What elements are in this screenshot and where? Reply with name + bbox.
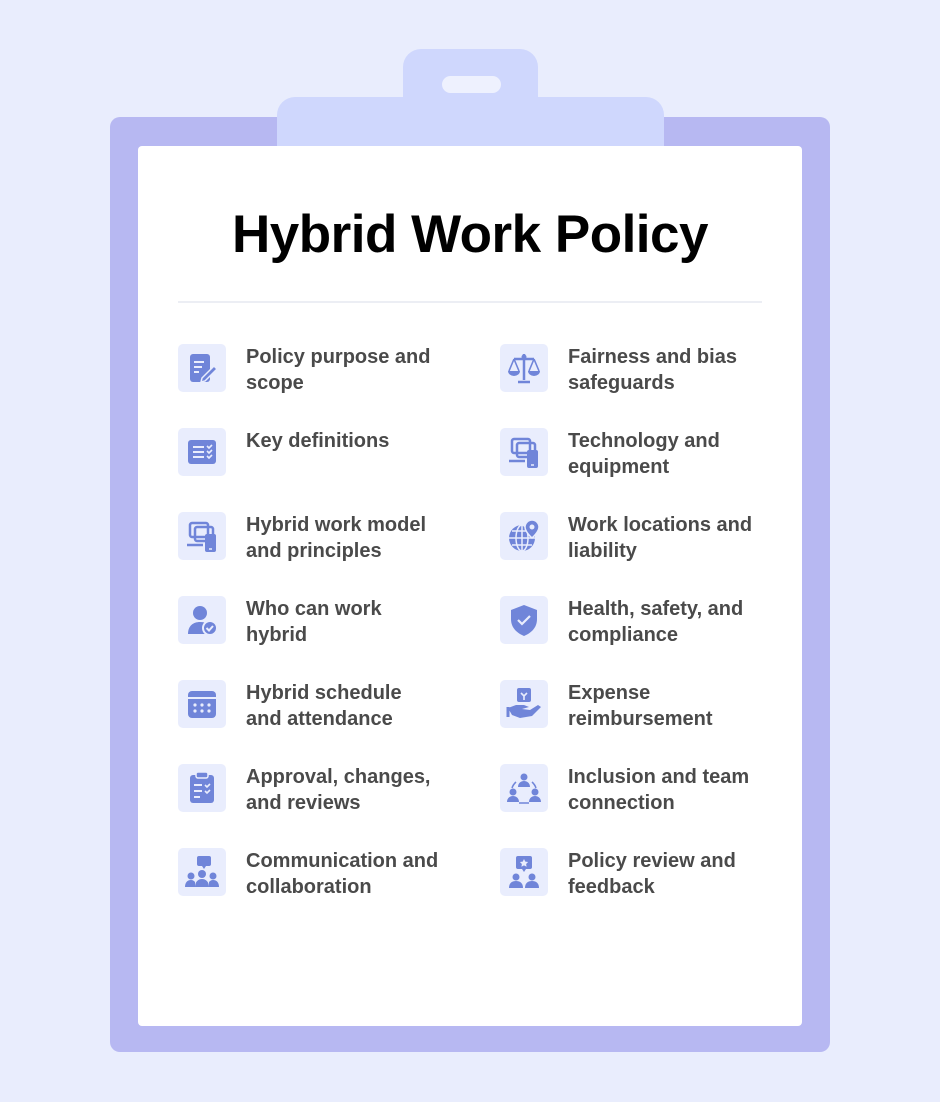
page-title: Hybrid Work Policy <box>232 205 708 264</box>
policy-item-label: Inclusion and team connection <box>568 766 750 814</box>
policy-item <box>500 512 762 572</box>
policy-item-label: Expense reimbursement <box>568 682 713 730</box>
policy-item <box>500 344 762 404</box>
policy-item <box>178 848 440 908</box>
policy-item-label: Approval, changes, and reviews <box>246 766 431 814</box>
policy-item-label: Health, safety, and compliance <box>568 598 744 646</box>
policy-item-label: Hybrid work model and principles <box>246 514 427 562</box>
policy-item-label: Work locations and liability <box>568 514 753 562</box>
policy-item-label: Communication and collaboration <box>246 850 439 898</box>
clipboard-check-icon <box>178 764 226 812</box>
policy-item <box>500 680 762 740</box>
devices-icon <box>178 512 226 560</box>
policy-item <box>178 428 440 488</box>
policy-item <box>500 764 762 824</box>
policy-item-label: Hybrid schedule and attendance <box>246 682 402 730</box>
checklist-icon <box>178 428 226 476</box>
policy-item-label: Who can work hybrid <box>246 598 382 646</box>
policy-item-label: Technology and equipment <box>568 430 720 478</box>
shield-check-icon <box>500 596 548 644</box>
policy-item <box>500 596 762 656</box>
scales-icon <box>500 344 548 392</box>
divider <box>178 301 762 303</box>
policy-item-label: Fairness and bias safeguards <box>568 346 737 394</box>
hand-money-icon <box>500 680 548 728</box>
calendar-icon <box>178 680 226 728</box>
policy-item-label: Policy review and feedback <box>568 850 736 898</box>
team-chat-icon <box>178 848 226 896</box>
policy-item <box>500 428 762 488</box>
policy-item <box>178 764 440 824</box>
document-pen-icon <box>178 344 226 392</box>
policy-item-label: Key definitions <box>246 430 390 452</box>
team-network-icon <box>500 764 548 812</box>
policy-item <box>178 596 440 656</box>
clipboard-clip-hole <box>442 76 501 93</box>
policy-item <box>178 344 440 404</box>
feedback-star-icon <box>500 848 548 896</box>
policy-item <box>500 848 762 908</box>
devices-icon <box>500 428 548 476</box>
user-check-icon <box>178 596 226 644</box>
policy-item-label: Policy purpose and scope <box>246 346 431 394</box>
policy-item <box>178 512 440 572</box>
policy-item <box>178 680 440 740</box>
globe-pin-icon <box>500 512 548 560</box>
